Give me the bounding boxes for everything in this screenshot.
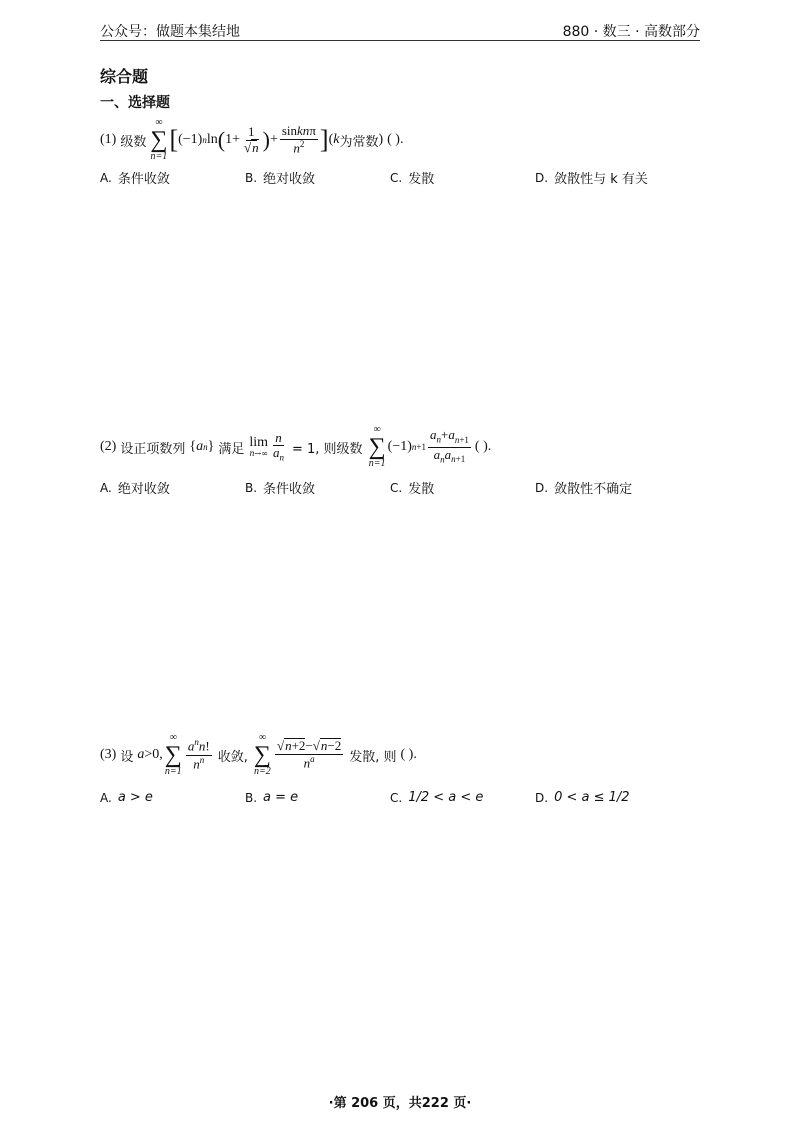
question-lead: 级数 [120, 134, 147, 150]
question-1: (1) 级数 ∞ ∑ n=1 [ (−1) n ln ( 1+ $\frac{1}{√n}$ ) + $\frac{\text{sinknπ}}{n^2}$ ] ( k 为常数 ) ( ). [100, 117, 404, 162]
fraction: $\frac{a^nn!}{n^n}$ [187, 736, 210, 771]
fraction: $\frac{\text{sinknπ}}{n^2}$ [281, 122, 316, 156]
option-a[interactable]: A. 绝对收敛 [100, 480, 170, 497]
question-3: (3) 设 a >0, ∞ ∑ n=1 $\frac{a^nn!}{n^n}$ 收敛, ∞ ∑ n=2 $\frac{√n+2-√n-2}{n^a}$ 发散, 则 ( ). [100, 732, 417, 777]
sum-symbol: ∞ ∑ n=1 [368, 424, 386, 469]
header-right: 880 · 数三 · 高数部分 [562, 24, 700, 40]
sum-symbol: ∞ ∑ n=2 [253, 732, 271, 777]
options-2 [100, 478, 700, 497]
fraction: $\frac{1}{√n}$ [243, 124, 259, 155]
option-a[interactable]: A. a > e [100, 790, 153, 805]
section-heading: 一、选择题 [100, 95, 170, 111]
option-b[interactable]: B. a = e [245, 790, 299, 805]
question-number: (1) [100, 132, 117, 147]
option-d[interactable]: D. 0 < a ≤ 1/2 [535, 790, 630, 805]
question-lead: 设 [120, 749, 134, 765]
fraction: $\frac{a_n+a_{n+1}}{a_na_{n+1}}$ [429, 427, 469, 465]
option-b[interactable]: B. 绝对收敛 [245, 170, 316, 187]
limit: lim n→∞ [249, 435, 268, 458]
page-footer: ·第 206 页，共222 页· [328, 1096, 472, 1111]
option-b[interactable]: B. 条件收敛 [245, 480, 316, 497]
option-d[interactable]: D. 敛散性与 k 有关 [535, 170, 648, 187]
options-1 [100, 168, 700, 187]
page-header [100, 20, 700, 41]
fraction: $\frac{√n+2-√n-2}{n^a}$ [276, 737, 342, 771]
question-number: (2) [100, 439, 117, 454]
question-lead: 设正项数列 [120, 441, 186, 457]
option-c[interactable]: C. 1/2 < a < e [390, 790, 484, 805]
header-left: 公众号：做题本集结地 [100, 24, 240, 40]
sum-symbol: ∞ ∑ n=1 [150, 117, 168, 162]
option-c[interactable]: C. 发散 [390, 480, 435, 497]
sum-symbol: ∞ ∑ n=1 [164, 732, 182, 777]
options-3 [100, 790, 700, 805]
question-number: (3) [100, 747, 117, 762]
option-a[interactable]: A. 条件收敛 [100, 170, 170, 187]
option-d[interactable]: D. 敛散性不确定 [535, 480, 633, 497]
option-c[interactable]: C. 发散 [390, 170, 435, 187]
fraction: $\frac{n}{a_n}$ [273, 429, 284, 463]
page-title: 综合题 [100, 67, 149, 86]
question-2: (2) 设正项数列 { a n } 满足 lim n→∞ $\frac{n}{a_n}$ = 1, 则级数 ∞ ∑ n=1 (−1) n+1 $\frac{a_n+a_{n+1}}{a_na_{n+1}}$ ( ). [100, 424, 492, 469]
